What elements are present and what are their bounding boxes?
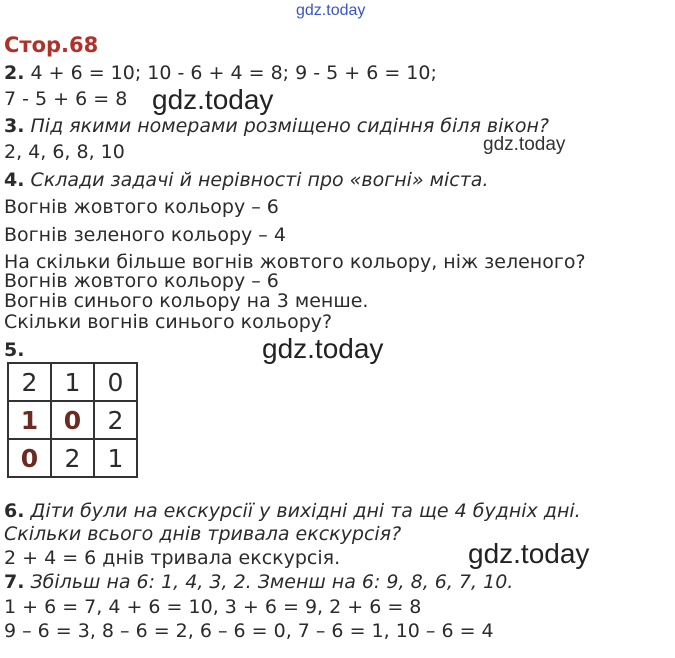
task-3-answer: 2, 4, 6, 8, 10 xyxy=(4,141,125,163)
task-7-line-1: 1 + 6 = 7, 4 + 6 = 10, 3 + 6 = 9, 2 + 6 = 8 xyxy=(4,596,422,618)
task-4-line: Вогнів синього кольору на 3 менше. xyxy=(4,290,369,312)
task-number: 2. xyxy=(4,62,25,84)
task-number: 3. xyxy=(4,115,25,137)
task-2-line-1 xyxy=(4,62,437,84)
task-7-question xyxy=(4,571,513,593)
watermark: gdz.today xyxy=(152,84,274,115)
task-7-text: Збільш на 6: 1, 4, 3, 2. Зменш на 6: 9, 8, 6, 7, 10. xyxy=(30,571,514,593)
watermark: gdz.today xyxy=(262,333,384,364)
task-4-line: Вогнів жовтого кольору – 6 xyxy=(4,270,279,292)
task-3-text: Під якими номерами розміщено сидіння біля вікон? xyxy=(30,115,550,137)
task-6-question xyxy=(4,500,581,522)
task-4-line: Скільки вогнів синього кольору? xyxy=(4,311,333,333)
task-4-line: Вогнів жовтого кольору – 6 xyxy=(4,196,279,218)
task-7-line-2: 9 – 6 = 3, 8 – 6 = 2, 6 – 6 = 0, 7 – 6 = 1, 10 – 6 = 4 xyxy=(4,620,494,642)
grid-cell: 2 xyxy=(8,363,51,401)
number-grid xyxy=(7,362,138,478)
task-6-question-2: Скільки всього днів тривала екскурсія? xyxy=(4,523,402,545)
task-4-text: Склади задачі й нерівності про «вогні» міста. xyxy=(30,169,489,191)
grid-cell: 1 xyxy=(8,401,51,439)
watermark-top: gdz.today xyxy=(296,2,366,19)
task-2-line-2: 7 - 5 + 6 = 8 xyxy=(4,88,128,110)
grid-cell: 1 xyxy=(94,439,137,477)
task-4-question xyxy=(4,169,489,191)
task-number: 5. xyxy=(4,339,25,361)
task-number: 6. xyxy=(4,500,25,522)
grid-cell: 1 xyxy=(51,363,94,401)
task-number: 7. xyxy=(4,571,25,593)
task-6-text: Діти були на екскурсії у вихідні дні та ще 4 будніх дні. xyxy=(30,500,581,522)
watermark: gdz.today xyxy=(483,134,566,155)
grid-cell: 2 xyxy=(94,401,137,439)
grid-row xyxy=(8,439,137,477)
grid-cell: 0 xyxy=(94,363,137,401)
grid-cell: 0 xyxy=(51,401,94,439)
grid-row xyxy=(8,401,137,439)
task-2-text: 4 + 6 = 10; 10 - 6 + 4 = 8; 9 - 5 + 6 = 10; xyxy=(30,62,437,84)
task-4-line: Вогнів зеленого кольору – 4 xyxy=(4,224,286,246)
watermark: gdz.today xyxy=(468,538,590,569)
grid-row xyxy=(8,363,137,401)
task-3-question xyxy=(4,115,549,137)
grid-cell: 0 xyxy=(8,439,51,477)
page-title: Стор.68 xyxy=(4,33,99,57)
task-4-line: На скільки більше вогнів жовтого кольору, ніж зеленого? xyxy=(4,251,586,273)
task-number: 4. xyxy=(4,169,25,191)
grid-cell: 2 xyxy=(51,439,94,477)
task-6-answer: 2 + 4 = 6 днів тривала екскурсія. xyxy=(4,547,341,569)
